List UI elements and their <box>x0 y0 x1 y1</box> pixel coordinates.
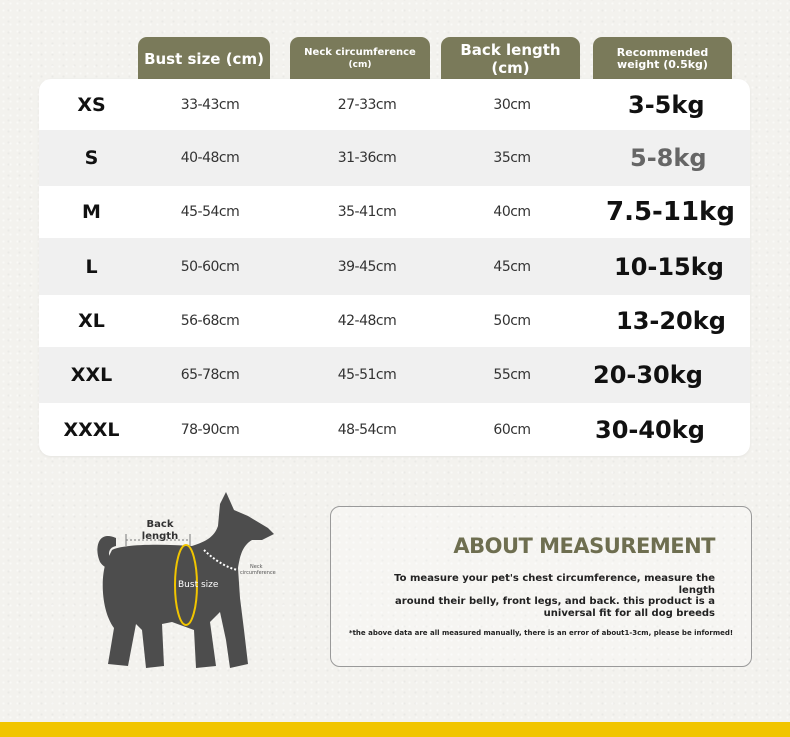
table-row <box>39 130 750 186</box>
bust-cell: 40-48cm <box>180 150 240 166</box>
bust-cell: 33-43cm <box>180 96 240 113</box>
neck-cell: 48-54cm <box>337 421 397 438</box>
dog-illustration <box>92 490 292 680</box>
weight-cell: 7.5-11kg <box>606 197 735 227</box>
size-table <box>39 79 750 456</box>
weight-cell: 3-5kg <box>628 90 705 119</box>
bust-cell: 56-68cm <box>180 313 240 329</box>
bust-cell: 78-90cm <box>180 421 240 438</box>
back-cell: 55cm <box>493 367 531 383</box>
header-neck-unit: (cm) <box>348 59 372 70</box>
table-row <box>39 403 750 456</box>
size-cell: M <box>82 201 101 223</box>
neck-cell: 35-41cm <box>337 204 397 220</box>
back-cell: 30cm <box>493 96 531 113</box>
neck-cell: 45-51cm <box>337 367 397 383</box>
size-cell: XS <box>77 93 106 116</box>
header-bust-label: Bust size (cm) <box>144 49 264 68</box>
size-cell: XL <box>78 310 105 332</box>
back-cell: 40cm <box>493 204 531 220</box>
weight-cell: 20-30kg <box>593 361 703 389</box>
back-cell: 60cm <box>493 421 531 438</box>
back-length-label: Back length <box>141 519 179 542</box>
about-measurement-box <box>330 506 752 667</box>
neck-cell: 42-48cm <box>337 313 397 329</box>
table-row <box>39 238 750 295</box>
header-weight-unit: weight (0.5kg) <box>617 57 708 71</box>
table-row <box>39 295 750 347</box>
bust-cell: 45-54cm <box>180 204 240 220</box>
header-weight-label: Recommended <box>616 45 709 59</box>
back-cell: 50cm <box>493 313 531 329</box>
about-body: To measure your pet's chest circumference, measure the length around their belly, front legs, and back. this product is a universal fit for all dog breeds <box>394 573 715 619</box>
header-weight <box>593 37 732 80</box>
weight-cell: 10-15kg <box>614 252 724 281</box>
size-cell: XXL <box>70 364 113 386</box>
about-title: ABOUT MEASUREMENT <box>453 534 715 558</box>
accent-bar <box>0 722 790 737</box>
bust-cell: 50-60cm <box>180 258 240 275</box>
neck-cell: 31-36cm <box>337 150 397 166</box>
header-bust <box>138 37 270 80</box>
size-cell: L <box>85 255 98 278</box>
table-row <box>39 186 750 238</box>
header-back <box>441 37 580 80</box>
weight-cell: 13-20kg <box>616 307 726 335</box>
size-cell: XXXL <box>63 418 120 441</box>
header-back-label: Back length (cm) <box>460 40 561 77</box>
table-row <box>39 79 750 130</box>
table-row <box>39 347 750 403</box>
neck-cell: 27-33cm <box>337 96 397 113</box>
neck-circumference-label: Neck circumference <box>240 564 276 576</box>
bust-cell: 65-78cm <box>180 367 240 383</box>
bust-size-label: Bust size <box>178 580 219 590</box>
weight-cell: 5-8kg <box>630 144 707 172</box>
back-cell: 35cm <box>493 150 531 166</box>
weight-cell: 30-40kg <box>595 415 705 444</box>
header-neck-label: Neck circumference <box>304 46 416 58</box>
header-neck <box>290 37 430 80</box>
neck-cell: 39-45cm <box>337 258 397 275</box>
about-note: *the above data are all measured manually, there is an error of about1-3cm, please be informed! <box>348 629 734 637</box>
back-cell: 45cm <box>493 258 531 275</box>
size-cell: S <box>84 147 99 169</box>
